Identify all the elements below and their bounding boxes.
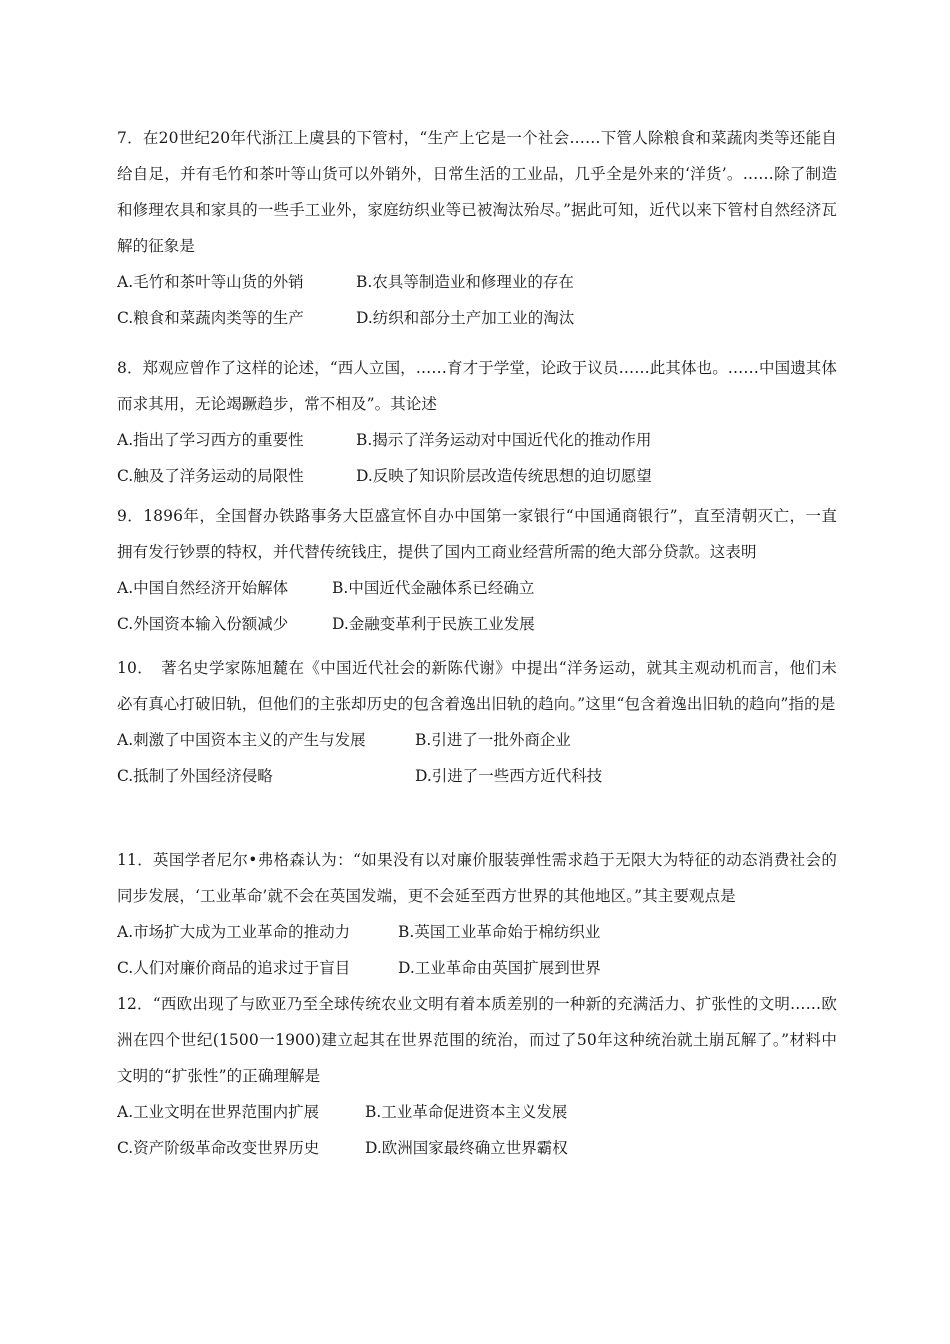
options-row <box>117 914 837 950</box>
question-9 <box>117 498 837 642</box>
option-b: B.引进了一批外商企业 <box>415 731 571 749</box>
question-8 <box>117 350 837 494</box>
option-d: D.纺织和部分土产加工业的淘汰 <box>356 309 575 327</box>
options-row <box>117 1094 837 1130</box>
option-a: A.市场扩大成为工业革命的推动力 <box>117 923 351 941</box>
option-c: C.抵制了外国经济侵略 <box>117 767 273 785</box>
question-12 <box>117 986 837 1166</box>
option-c: C.资产阶级革命改变世界历史 <box>117 1139 320 1157</box>
options-row <box>117 950 837 986</box>
options-row <box>117 264 837 300</box>
question-11 <box>117 842 837 986</box>
option-c: C.外国资本输入份额减少 <box>117 615 289 633</box>
question-stem: 9．1896年，全国督办铁路事务大臣盛宣怀自办中国第一家银行“中国通商银行”，直至清朝灭亡，一直拥有发行钞票的特权，并代替传统钱庄，提供了国内工商业经营所需的绝大部分贷款。这表明 <box>117 507 837 561</box>
option-a: A.中国自然经济开始解体 <box>117 579 289 597</box>
option-a: A.指出了学习西方的重要性 <box>117 431 304 449</box>
options-row <box>117 570 837 606</box>
question-stem: 7．在20世纪20年代浙江上虞县的下管村，“生产上它是一个社会……下管人除粮食和菜蔬肉类等还能自给自足，并有毛竹和茶叶等山货可以外销外，日常生活的工业品，几乎全是外来的‘洋货’。……除了制造和修理农具和家具的一些手工业外，家庭纺织业等已被淘汰殆尽。”据此可知，近代以来下管村自然经济瓦解的征象是 <box>117 129 837 255</box>
options-row <box>117 422 837 458</box>
options-row <box>117 606 837 642</box>
option-b: B.中国近代金融体系已经确立 <box>332 579 535 597</box>
option-d: D.欧洲国家最终确立世界霸权 <box>365 1139 568 1157</box>
question-stem: 10． 著名史学家陈旭麓在《中国近代社会的新陈代谢》中提出“洋务运动，就其主观动机而言，他们未必有真心打破旧轨，但他们的主张却历史的包含着逸出旧轨的趋向。”这里“包含着逸出旧轨的趋向”指的是 <box>117 659 837 713</box>
question-stem: 11．英国学者尼尔•弗格森认为：“如果没有以对廉价服装弹性需求趋于无限大为特征的动态消费社会的同步发展，‘工业革命’就不会在英国发端，更不会延至西方世界的其他地区。”其主要观点是 <box>117 851 837 905</box>
option-b: B.揭示了洋务运动对中国近代化的推动作用 <box>356 431 652 449</box>
question-7 <box>117 120 837 336</box>
options-row <box>117 1130 837 1166</box>
question-stem: 8．郑观应曾作了这样的论述，“西人立国，……育才于学堂，论政于议员……此其体也。……中国遗其体而求其用，无论竭蹶趋步，常不相及”。其论述 <box>117 359 837 413</box>
options-row <box>117 758 837 794</box>
option-a: A.工业文明在世界范围内扩展 <box>117 1103 320 1121</box>
option-d: D.工业革命由英国扩展到世界 <box>398 959 601 977</box>
option-c: C.粮食和菜蔬肉类等的生产 <box>117 309 304 327</box>
options-row <box>117 722 837 758</box>
option-b: B.英国工业革命始于棉纺织业 <box>398 923 601 941</box>
option-a: A.毛竹和茶叶等山货的外销 <box>117 273 304 291</box>
option-d: D.金融变革利于民族工业发展 <box>332 615 535 633</box>
option-a: A.刺激了中国资本主义的产生与发展 <box>117 731 366 749</box>
question-stem: 12．“西欧出现了与欧亚乃至全球传统农业文明有着本质差别的一种新的充满活力、扩张性的文明……欧洲在四个世纪(1500一1900)建立起其在世界范围的统治，而过了50年这种统治就土崩瓦解了。”材料中文明的“扩张性”的正确理解是 <box>117 995 837 1085</box>
option-d: D.引进了一些西方近代科技 <box>415 767 603 785</box>
option-b: B.工业革命促进资本主义发展 <box>365 1103 568 1121</box>
option-c: C.人们对廉价商品的追求过于盲目 <box>117 959 351 977</box>
question-10 <box>117 650 837 794</box>
option-b: B.农具等制造业和修理业的存在 <box>356 273 574 291</box>
option-d: D.反映了知识阶层改造传统思想的迫切愿望 <box>356 467 652 485</box>
option-c: C.触及了洋务运动的局限性 <box>117 467 304 485</box>
options-row <box>117 458 837 494</box>
options-row <box>117 300 837 336</box>
